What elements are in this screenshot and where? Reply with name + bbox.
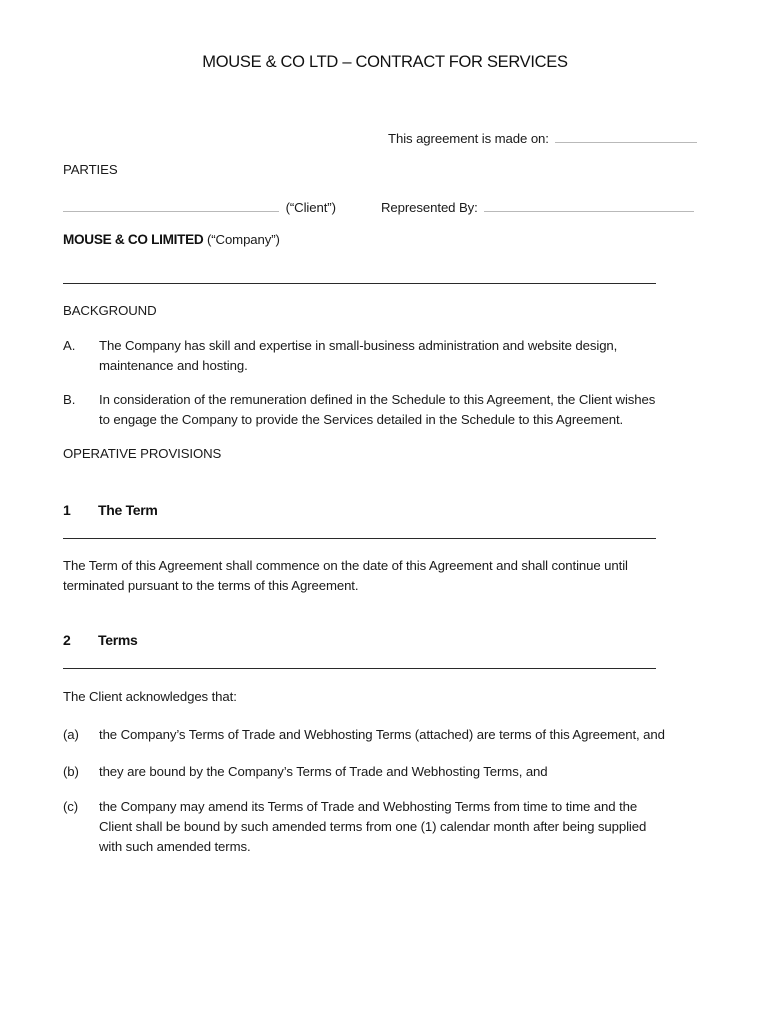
section-title: Terms [98, 632, 138, 648]
background-item-line: maintenance and hosting. [99, 358, 248, 373]
list-item-marker: (c) [63, 799, 79, 814]
background-item-marker: B. [63, 392, 76, 407]
operative-heading: OPERATIVE PROVISIONS [63, 446, 222, 461]
list-item-text: the Company’s Terms of Trade and Webhosting Terms (attached) are terms of this Agreement, and [99, 727, 665, 742]
section-title: The Term [98, 502, 158, 518]
background-item-text [99, 336, 617, 376]
background-item-line: The Company has skill and expertise in small-business administration and website design, [99, 338, 618, 353]
represented-by-row [381, 197, 694, 215]
background-item-text [99, 390, 655, 430]
section-body [63, 556, 628, 596]
section-body-line: The Term of this Agreement shall commence on the date of this Agreement and shall continue until [63, 558, 628, 573]
agreement-date-row [388, 128, 697, 146]
section-number: 2 [63, 632, 71, 648]
client-name-field[interactable] [63, 197, 279, 212]
client-label: (“Client”) [285, 200, 336, 215]
background-item-line: In consideration of the remuneration defined in the Schedule to this Agreement, the Client wishes [99, 392, 656, 407]
agreement-made-on-label: This agreement is made on: [388, 131, 549, 146]
represented-by-label: Represented By: [381, 200, 478, 215]
background-heading: BACKGROUND [63, 303, 157, 318]
parties-heading: PARTIES [63, 162, 118, 177]
list-item-line: the Company may amend its Terms of Trade and Webhosting Terms from time to time and the [99, 799, 638, 814]
list-item-line: with such amended terms. [99, 839, 251, 854]
agreement-date-field[interactable] [555, 128, 697, 143]
client-row [63, 197, 336, 215]
section-divider [63, 538, 656, 539]
list-item-marker: (a) [63, 727, 79, 742]
list-item-marker: (b) [63, 764, 79, 779]
background-item-marker: A. [63, 338, 76, 353]
background-item-line: to engage the Company to provide the Services detailed in the Schedule to this Agreement. [99, 412, 624, 427]
company-label: (“Company”) [206, 232, 280, 247]
company-name: MOUSE & CO LIMITED [63, 232, 204, 247]
section-divider [63, 668, 656, 669]
section-number: 1 [63, 502, 71, 518]
list-item-text [99, 797, 646, 857]
list-item-text: they are bound by the Company’s Terms of Trade and Webhosting Terms, and [99, 764, 548, 779]
represented-by-field[interactable] [484, 197, 694, 212]
document-title: MOUSE & CO LTD – CONTRACT FOR SERVICES [202, 53, 568, 71]
section-intro: The Client acknowledges that: [63, 689, 237, 704]
company-row [63, 232, 280, 247]
section-divider [63, 283, 656, 284]
list-item-line: Client shall be bound by such amended terms from one (1) calendar month after being supplied [99, 819, 647, 834]
section-body-line: terminated pursuant to the terms of this Agreement. [63, 578, 359, 593]
